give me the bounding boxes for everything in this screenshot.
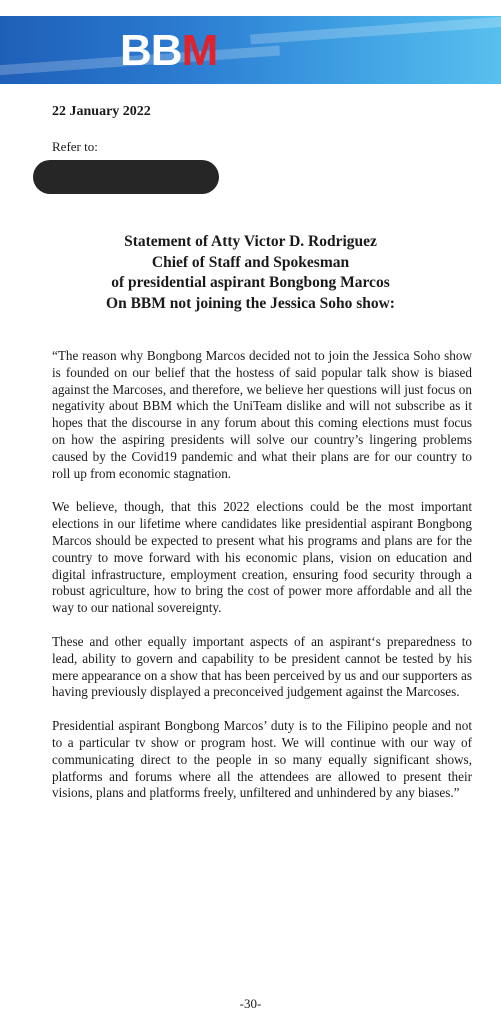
body-paragraph: We believe, though, that this 2022 elections could be the most important elections in our lifetime where candidates like presidential aspirant Bongbong Marcos should be expected to present what his programs and plans are for the country to move forward with his economic plans, vision on education and digital infrastructure, employment creation, ensuring food security through a robust agriculture, how to bring the cost of power more affordable and all the way to our national sovereignty.: [52, 499, 472, 616]
heading-line: On BBM not joining the Jessica Soho show:: [106, 294, 395, 312]
letter-date: 22 January 2022: [52, 104, 151, 119]
refer-to-label: Refer to:: [52, 139, 98, 154]
heading-line: Chief of Staff and Spokesman: [151, 253, 350, 271]
header-banner: [0, 16, 501, 84]
bbm-logo: [120, 28, 217, 74]
logo-accent-letter: M: [181, 26, 218, 75]
body-paragraph: Presidential aspirant Bongbong Marcos’ duty is to the Filipino people and not to a particular tv show or program host. We will continue with our way of communicating direct to the people in so many equally significant shows, platforms and forums where all the attendees are allowed to present their visions, plans and platforms freely, unfiltered and unhindered by any biases.”: [52, 718, 472, 801]
statement-body: [52, 348, 472, 819]
logo-text: BB: [120, 26, 182, 75]
heading-line: Statement of Atty Victor D. Rodriguez: [124, 233, 377, 250]
body-paragraph: These and other equally important aspects of an aspirant‘s preparedness to lead, ability to govern and capability to be president cannot be tested by his mere appearance on a show that has been perceived by us and our supporters as having previously displayed a preconceived judgement against the Marcoses.: [52, 633, 472, 700]
redaction-bar: [33, 160, 219, 194]
page-number: -30-: [239, 996, 262, 1011]
heading-line: of presidential aspirant Bongbong Marcos: [111, 274, 390, 291]
body-paragraph: “The reason why Bongbong Marcos decided not to join the Jessica Soho show is founded on our belief that the hostess of said popular talk show is biased against the Marcoses, and therefore, we believe her questions will just focus on negativity about BBM which the UniTeam dislike and will not subscribe as it hopes that the discourse in any forum about this coming elections must focus on how the aspiring presidents will solve our country’s lingering problems caused by the Covid19 pandemic and what their plans are for our country to roll up from economic stagnation.: [52, 348, 472, 481]
statement-heading: [40, 232, 461, 314]
